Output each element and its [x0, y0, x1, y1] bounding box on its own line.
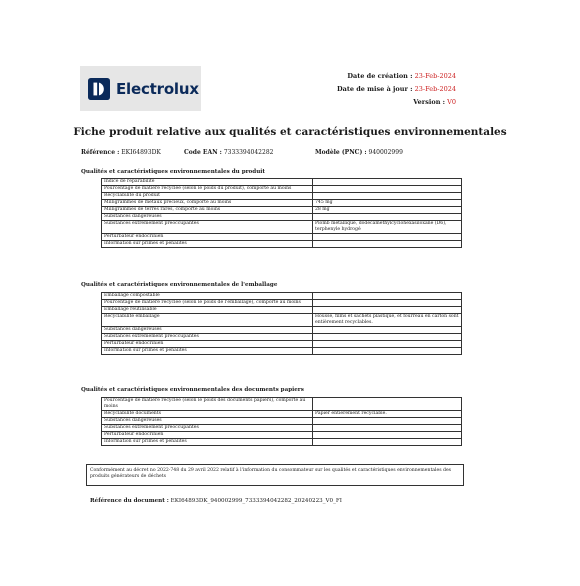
row-value — [313, 241, 462, 248]
creation-date-label: Date de création : — [347, 72, 413, 80]
row-label: Substances dangereuses — [102, 214, 313, 221]
creation-date-value: 23-Feb-2024 — [414, 72, 456, 80]
row-value — [313, 418, 462, 425]
table-row — [102, 293, 462, 300]
packaging-table — [101, 292, 462, 355]
row-label: Substances extrêmement préoccupantes — [102, 334, 313, 341]
page-title: Fiche produit relative aux qualités et caractéristiques environnementales — [73, 126, 507, 138]
row-value — [313, 214, 462, 221]
row-label: Emballage réutilisable — [102, 307, 313, 314]
row-value — [313, 348, 462, 355]
row-value — [313, 341, 462, 348]
row-value — [313, 234, 462, 241]
table-row — [102, 327, 462, 334]
table-row — [102, 411, 462, 418]
brand-logo — [80, 66, 201, 111]
model-pnc: Modèle (PNC) : 940002999 — [315, 149, 403, 156]
table-row — [102, 207, 462, 214]
table-row — [102, 398, 462, 411]
section-title-documents: Qualités et caractéristiques environnementales des documents papiers — [81, 387, 304, 393]
row-value — [313, 293, 462, 300]
row-label: Information sur primes et pénalités — [102, 439, 313, 446]
row-value — [313, 179, 462, 186]
row-value — [313, 334, 462, 341]
table-row — [102, 193, 462, 200]
row-value — [313, 307, 462, 314]
row-label: Perturbateur endocrinien — [102, 234, 313, 241]
table-row — [102, 214, 462, 221]
document-reference-value: EKI64893DK_940002999_7333394042282_20240223_V0_FI — [170, 498, 342, 504]
row-label: Recyclabilité emballage — [102, 314, 313, 327]
row-label: Substances extrêmement préoccupantes — [102, 221, 313, 234]
version-value: V0 — [447, 98, 456, 106]
row-value: Papier entièrement recyclable. — [313, 411, 462, 418]
product-reference: Référence : EKI64893DK — [81, 149, 161, 156]
document-reference-label: Référence du document : — [90, 498, 169, 504]
table-row — [102, 234, 462, 241]
row-label: Recyclabilité du produit — [102, 193, 313, 200]
table-row — [102, 334, 462, 341]
table-row — [102, 186, 462, 193]
row-value — [313, 327, 462, 334]
documents-table — [101, 397, 462, 446]
section-title-packaging: Qualités et caractéristiques environnementales de l'emballage — [81, 282, 278, 288]
row-value — [313, 439, 462, 446]
row-label: Substances extrêmement préoccupantes — [102, 425, 313, 432]
row-value: Plomb métallique, dodecamethylcyclohexasiloxane (D6), terphenyle hydrogé — [313, 221, 462, 234]
ean-code: Code EAN : 7333394042282 — [184, 149, 274, 156]
row-label: Pourcentage de matière recyclée (selon le poids de l'emballage), comporte au moins — [102, 300, 313, 307]
row-label: Information sur primes et pénalités — [102, 241, 313, 248]
product-table — [101, 178, 462, 248]
table-row — [102, 200, 462, 207]
row-label: Perturbateur endocrinien — [102, 341, 313, 348]
version-label: Version : — [413, 98, 446, 106]
row-value: 745 mg — [313, 200, 462, 207]
document-meta — [337, 70, 456, 109]
row-label: Emballage compostable — [102, 293, 313, 300]
table-row — [102, 241, 462, 248]
row-label: Information sur primes et pénalités — [102, 348, 313, 355]
row-value — [313, 186, 462, 193]
row-value — [313, 398, 462, 411]
table-row — [102, 439, 462, 446]
row-label: Perturbateur endocrinien — [102, 432, 313, 439]
table-row — [102, 348, 462, 355]
row-value — [313, 425, 462, 432]
table-row — [102, 300, 462, 307]
table-row — [102, 432, 462, 439]
row-label: Substances dangereuses — [102, 327, 313, 334]
row-label: Milligrammes de terres rares, comporte au moins — [102, 207, 313, 214]
table-row — [102, 314, 462, 327]
table-row — [102, 418, 462, 425]
row-value: Housse, films et sachets plastique, et fourreau en carton sont entièrement recyclables. — [313, 314, 462, 327]
document-reference — [90, 498, 342, 504]
table-row — [102, 425, 462, 432]
row-label: Substances dangereuses — [102, 418, 313, 425]
row-value: 28 mg — [313, 207, 462, 214]
section-title-product: Qualités et caractéristiques environnementales du produit — [81, 169, 265, 175]
regulation-note: Conformément au décret no 2022-748 du 29 avril 2022 relatif à l'information du consommateur sur les qualités et caractéristiques environnementales des produits générateurs de déchets — [86, 464, 464, 486]
row-label: Pourcentage de matière recyclée (selon le poids des documents papiers), comporte au moins — [102, 398, 313, 411]
table-row — [102, 341, 462, 348]
table-row — [102, 307, 462, 314]
table-row — [102, 221, 462, 234]
row-label: Pourcentage de matière recyclée (selon le poids du produit), comporte au moins — [102, 186, 313, 193]
update-date-label: Date de mise à jour : — [336, 85, 413, 93]
row-value — [313, 300, 462, 307]
electrolux-logo-icon — [88, 78, 110, 100]
row-label: Indice de réparabilité — [102, 179, 313, 186]
update-date-value: 23-Feb-2024 — [414, 85, 456, 93]
table-row — [102, 179, 462, 186]
row-value — [313, 193, 462, 200]
brand-name: Electrolux — [116, 79, 199, 98]
row-label: Milligrammes de métaux précieux, comporte au moins — [102, 200, 313, 207]
row-value — [313, 432, 462, 439]
row-label: Recyclabilité documents — [102, 411, 313, 418]
